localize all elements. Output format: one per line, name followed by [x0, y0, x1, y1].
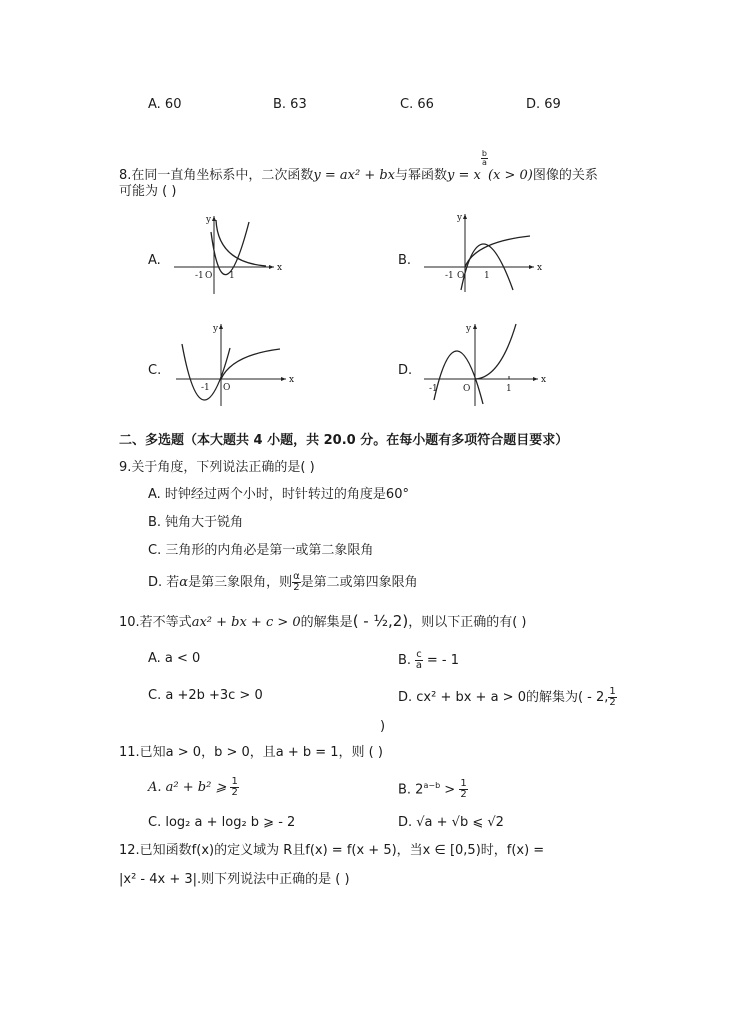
graph-a: [170, 212, 285, 297]
q10-d-den: 2: [609, 697, 616, 708]
graph-b-one-label: 1: [484, 271, 490, 281]
q10-option-b: [398, 650, 459, 671]
graph-a-x-label: x: [277, 263, 283, 273]
q11-option-c: C. log₂ a + log₂ b ⩾ - 2: [148, 815, 296, 830]
q9-option-c: C. 三角形的内角必是第一或第二象限角: [148, 543, 374, 558]
q10-stem-mid: 的解集是: [300, 615, 353, 630]
q10-b-den: a: [415, 660, 423, 671]
q9-d-frac-num: α: [293, 571, 300, 582]
graph-b-power-curve: [465, 236, 530, 267]
graph-d-power-curve: [475, 324, 516, 379]
q10-d-num: 1: [609, 686, 616, 697]
q11-a-den: 2: [231, 787, 238, 798]
q9-d-alpha: α: [179, 575, 189, 590]
q10-option-a: A. a < 0: [148, 651, 201, 666]
q11-b-exponent: a−b: [423, 781, 441, 790]
q10-stem-post: ，则以下正确的有( ): [408, 615, 527, 630]
q10-option-d: [398, 687, 617, 708]
graph-d-origin-label: O: [463, 384, 471, 394]
section-multi-choice-heading: 二、多选题（本大题共 4 小题，共 20.0 分。在每小题有多项符合题目要求）: [119, 433, 569, 448]
q9-option-d: [148, 572, 418, 593]
graph-b-y-arrow: [463, 214, 467, 219]
q9-stem: 9.关于角度，下列说法正确的是( ): [119, 460, 315, 475]
q8-stem-line1: [119, 150, 598, 185]
q11-a-pre: A. a² + b² ⩾: [148, 780, 227, 795]
q7-option-d: D. 69: [526, 97, 561, 112]
q10-option-c: C. a +2b +3c > 0: [148, 688, 263, 703]
q12-stem-line2: |x² - 4x + 3|.则下列说法中正确的是 ( ): [119, 872, 350, 887]
q9-d-fraction: [292, 572, 301, 593]
q9-option-a: A. 时钟经过两个小时，时针转过的角度是60°: [148, 487, 409, 502]
q8-condition: (x > 0): [487, 168, 533, 183]
q11-option-a: [148, 777, 239, 798]
q8-stem-line2: 可能为 ( ): [119, 184, 177, 199]
graph-b-y-label: y: [457, 213, 463, 223]
graph-c-neg1-label: -1: [201, 383, 210, 393]
graph-a-neg1-label: -1: [195, 271, 204, 281]
graph-a-origin-label: O: [205, 271, 213, 281]
q11-b-pre: B. 2: [398, 782, 424, 798]
q10-b-num: c: [416, 649, 422, 660]
q10-b-fraction: [415, 650, 423, 671]
q10-b-pre: B.: [398, 653, 412, 668]
q8-exp-den: a: [481, 158, 487, 167]
q8-suffix: 图像的关系: [532, 168, 598, 183]
graph-c-origin-label: O: [223, 383, 231, 393]
q8-power-exponent: [481, 150, 488, 167]
q9-option-b: B. 钝角大于锐角: [148, 515, 244, 530]
q10-d-close-paren: ): [380, 719, 386, 734]
q8-prefix: 8.在同一直角坐标系中，二次函数: [119, 168, 314, 183]
graph-a-one-label: 1: [229, 271, 235, 281]
q8-mid: 与幂函数: [395, 168, 448, 183]
q11-b-den: 2: [460, 789, 467, 801]
q11-b-num: 1: [460, 778, 467, 790]
q7-option-c: C. 66: [400, 97, 434, 112]
graph-c: [172, 320, 297, 410]
graph-c-y-arrow: [219, 324, 223, 329]
q8-power-lhs: y =: [447, 168, 474, 183]
graph-b-x-arrow: [529, 265, 534, 269]
q11-a-num: 1: [231, 776, 238, 787]
q8-exp-num: b: [481, 149, 487, 158]
q10-inequality: ax² + bx + c > 0: [191, 615, 301, 630]
graph-c-power-curve: [221, 349, 280, 379]
graph-a-power-curve: [216, 220, 266, 266]
q7-option-b: B. 63: [273, 97, 307, 112]
graph-a-y-label: y: [206, 215, 212, 225]
graph-b-x-label: x: [537, 263, 543, 273]
graph-d: [420, 320, 550, 410]
q7-option-a: A. 60: [148, 97, 182, 112]
graph-d-y-arrow: [473, 324, 477, 329]
graph-d-one-label: 1: [506, 384, 512, 394]
q11-option-b: [398, 777, 468, 800]
q9-d-frac-den: 2: [293, 582, 300, 593]
q10-d-pre: D. cx² + bx + a > 0的解集为( - 2,: [398, 690, 609, 705]
q9-d-mid: 是第三象限角，则: [188, 575, 293, 590]
q8-label-c: C.: [148, 363, 162, 378]
graph-c-y-label: y: [213, 324, 219, 334]
graph-c-x-label: x: [289, 375, 295, 385]
graph-d-x-label: x: [541, 375, 547, 385]
graph-b-origin-label: O: [457, 271, 465, 281]
q8-label-b: B.: [398, 253, 412, 268]
q12-stem-line1: 12.已知函数f(x)的定义域为 R且f(x) = f(x + 5)，当x ∈ [0,5)时，f(x) =: [119, 843, 545, 858]
q8-label-a: A.: [148, 253, 161, 268]
q10-solution-set: ( - ½,2): [352, 612, 409, 630]
q11-stem: 11.已知a > 0，b > 0，且a + b = 1，则 ( ): [119, 745, 383, 760]
q11-b-mid: >: [440, 782, 456, 798]
q9-d-pre: D. 若: [148, 575, 180, 590]
q10-stem: [119, 612, 526, 632]
graph-b-neg1-label: -1: [445, 271, 454, 281]
q8-quadratic: y = ax² + bx: [313, 168, 396, 183]
graph-a-x-arrow: [269, 265, 274, 269]
q10-b-post: = - 1: [426, 653, 459, 668]
q11-b-fraction: [459, 779, 467, 800]
q8-power-base: x: [473, 168, 481, 183]
q10-stem-pre: 10.若不等式: [119, 615, 192, 630]
q10-d-fraction: [608, 687, 616, 708]
q8-label-d: D.: [398, 363, 413, 378]
q11-option-d: D. √a + √b ⩽ √2: [398, 815, 504, 830]
q9-d-post: 是第二或第四象限角: [300, 575, 418, 590]
q11-a-fraction: [230, 777, 238, 798]
graph-b: [420, 210, 545, 295]
graph-d-neg1-label: -1: [429, 384, 438, 394]
graph-c-x-arrow: [281, 377, 286, 381]
graph-d-y-label: y: [466, 324, 472, 334]
graph-d-parabola: [434, 351, 483, 404]
graph-d-x-arrow: [533, 377, 538, 381]
